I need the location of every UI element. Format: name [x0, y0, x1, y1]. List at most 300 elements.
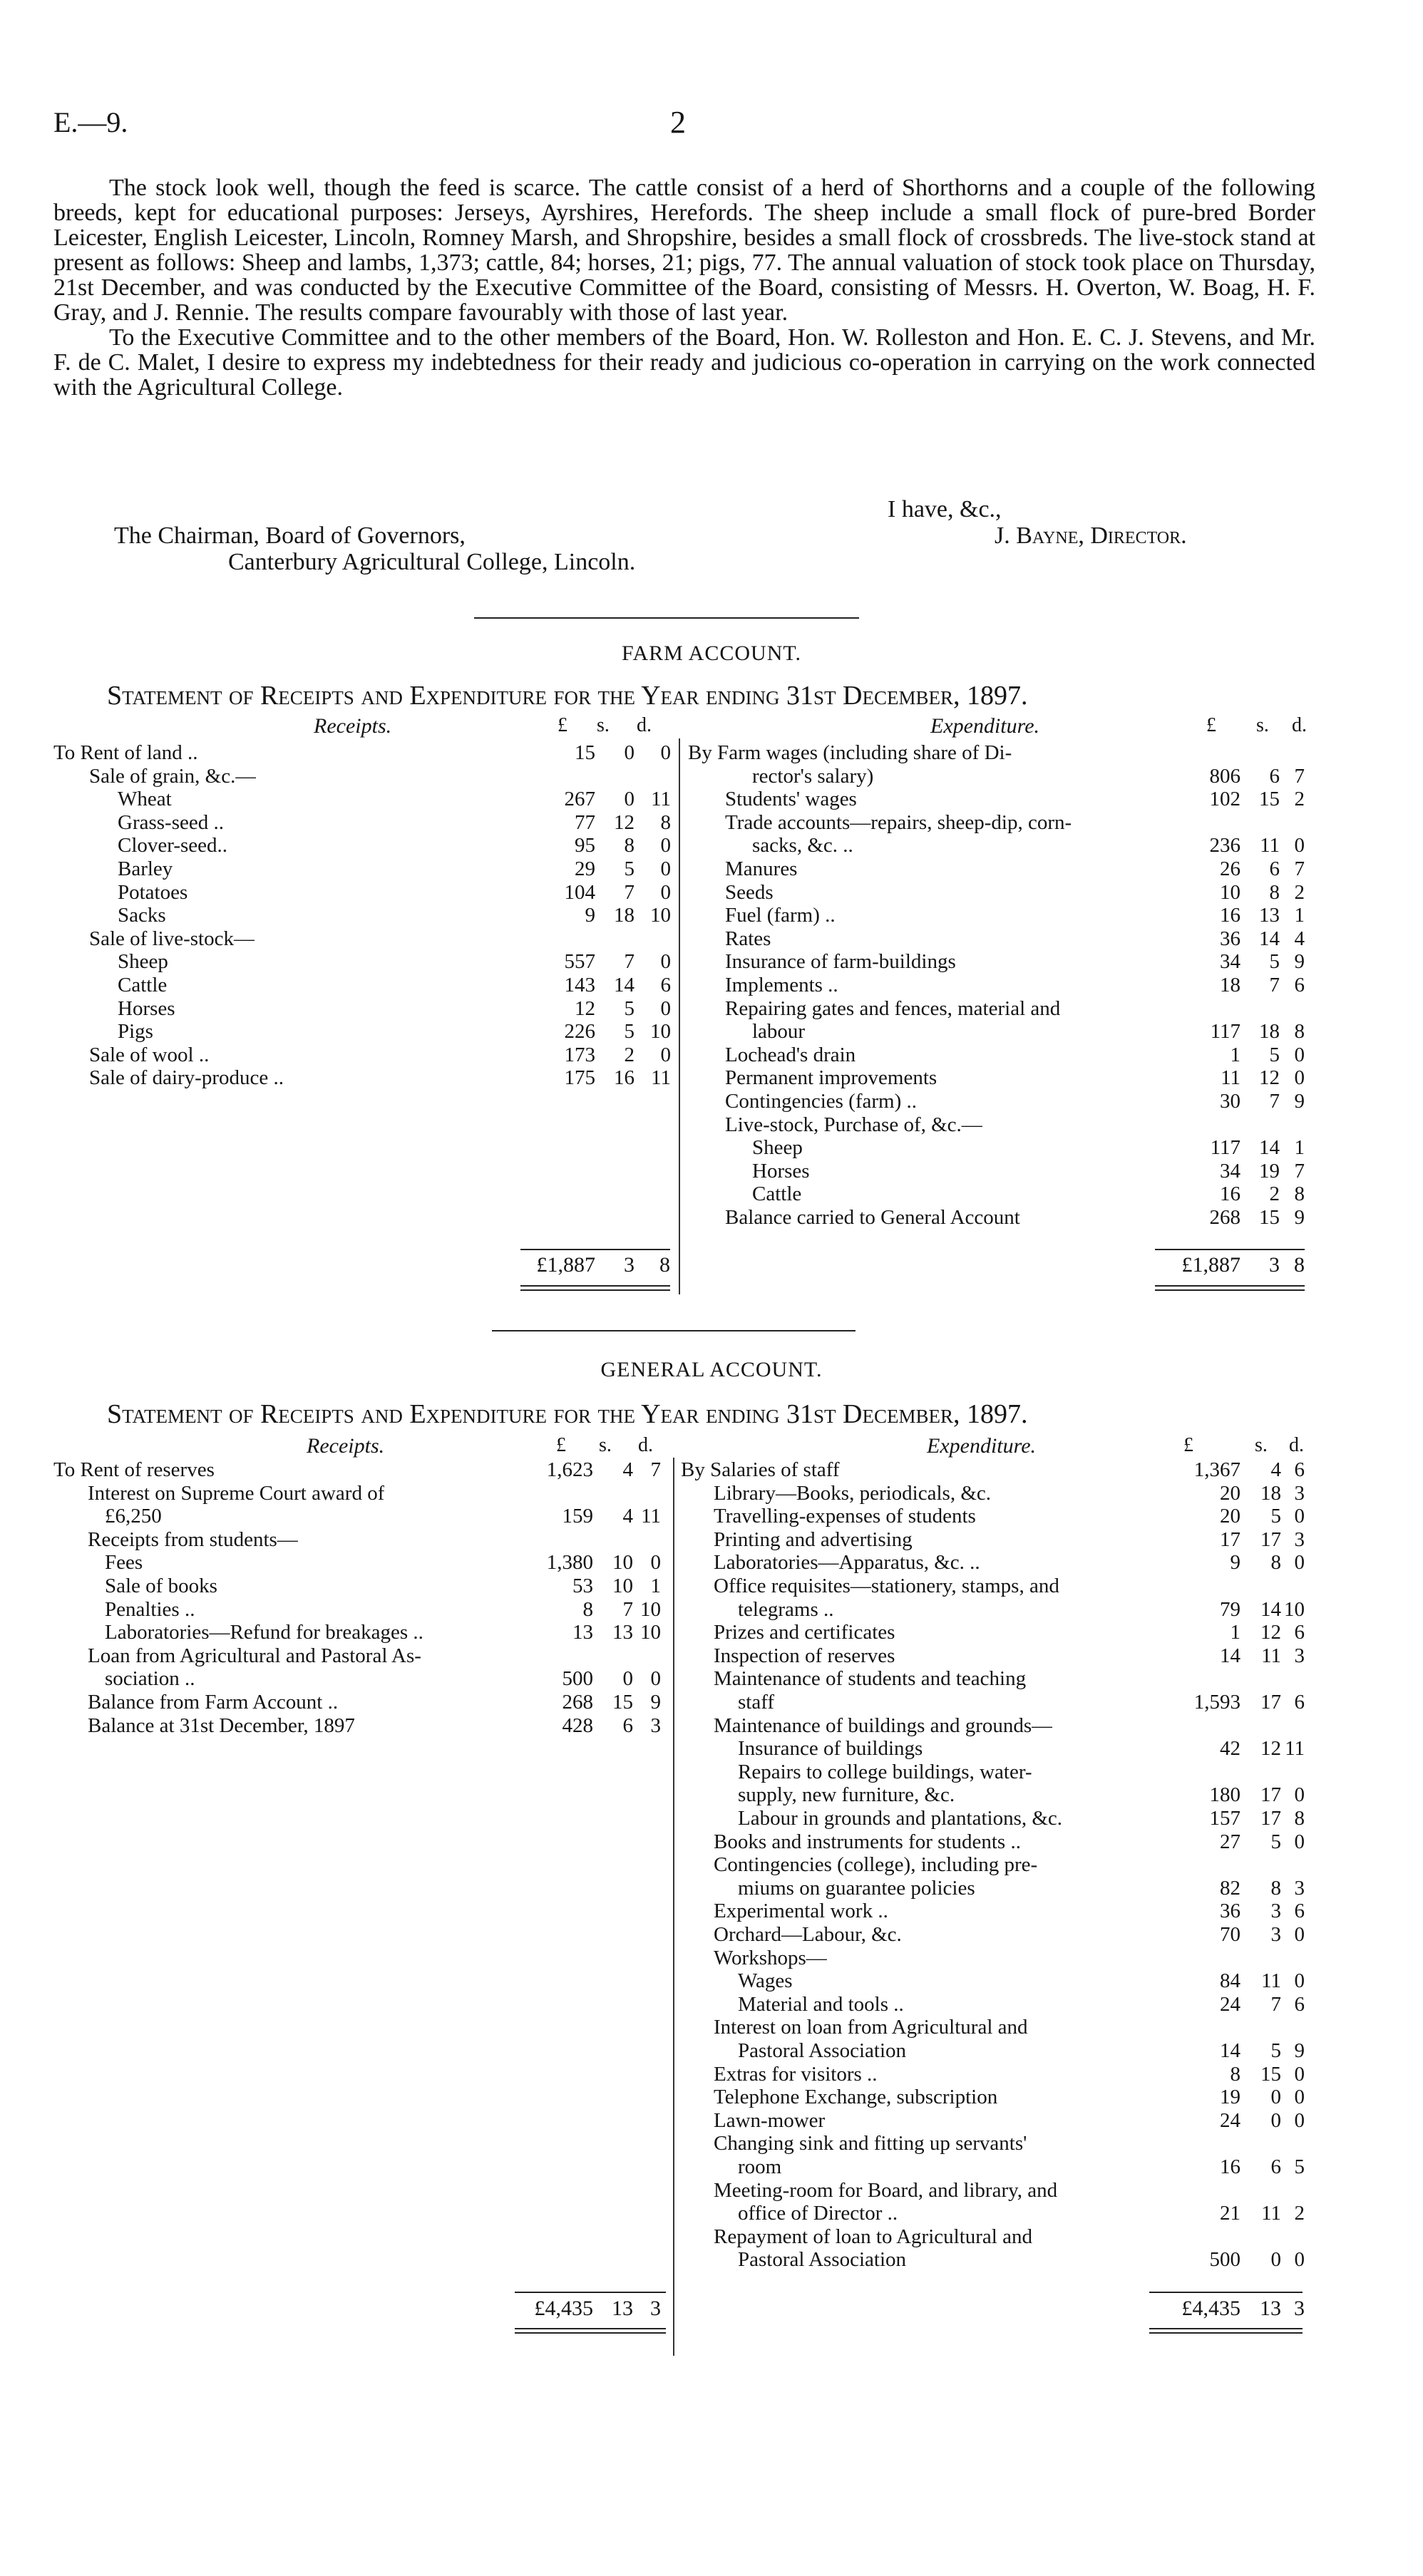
ledger-shillings: 16 — [614, 1066, 635, 1090]
ledger-row-label: To Rent of land .. — [53, 741, 198, 764]
farm-expenditure-total-double-rule — [1155, 1285, 1305, 1291]
general-expenditure-pence-head: d. — [1289, 1434, 1304, 1456]
farm-receipts-total-pence: 8 — [659, 1253, 670, 1277]
ledger-row — [0, 1551, 1423, 1575]
ledger-row — [0, 904, 1423, 927]
ledger-shillings: 8 — [624, 834, 635, 857]
ledger-row-label: Horses — [118, 996, 175, 1020]
ledger-row-label: Books and instruments for students .. — [714, 1830, 1021, 1853]
ledger-pence: 0 — [650, 1667, 661, 1691]
intro-paragraph-1: The stock look well, though the feed is scarce. The cattle consist of a herd of Shorthorns and a couple of the following breeds, kept for educational purposes: Jerseys, Ayrshires, Herefords. The sheep include a small flock of pure-bred Border Leicester, English Leicester, Lincoln, Romney Marsh, and Shropshire, besides a small flock of crossbreds. The live-stock stand at present as follows: Sheep and lambs, 1,373; cattle, 84; horses, 21; pigs, 77. The annual valuation of stock took place on Thursday, 21st December, and was conducted by the Executive Committee of the Board, consisting of Messrs. H. Overton, W. Boag, H. F. Gray, and J. Rennie. The results compare favourably with those of last year. — [53, 175, 1315, 326]
ledger-pence: 11 — [651, 1066, 671, 1090]
general-receipts-pence-head: d. — [638, 1434, 653, 1456]
ledger-shillings: 0 — [1270, 2086, 1281, 2109]
ledger-row — [0, 1877, 1423, 1900]
ledger-row — [0, 1458, 1423, 1482]
ledger-pence: 9 — [1294, 950, 1305, 974]
ledger-row — [0, 2155, 1423, 2179]
ledger-row — [0, 1528, 1423, 1552]
ledger-shillings: 14 — [614, 974, 635, 996]
ledger-pounds: 53 — [572, 1575, 593, 1597]
ledger-shillings: 19 — [1259, 1159, 1280, 1183]
ledger-row — [0, 1644, 1423, 1668]
ledger-shillings: 15 — [1259, 788, 1280, 811]
ledger-shillings: 13 — [1259, 904, 1280, 927]
ledger-row-label: Interest on loan from Agricultural and — [714, 2016, 1028, 2039]
ledger-pounds: 16 — [1220, 904, 1240, 927]
ledger-pence: 0 — [1294, 1783, 1305, 1807]
ledger-pounds: 236 — [1209, 834, 1240, 857]
ledger-row-label: Sacks — [118, 904, 166, 927]
ledger-shillings: 15 — [1259, 1206, 1280, 1229]
ledger-shillings: 18 — [1260, 1481, 1281, 1505]
ledger-row — [0, 950, 1423, 974]
ledger-row — [0, 1969, 1423, 1993]
ledger-shillings: 17 — [1260, 1691, 1281, 1714]
general-receipts-total-pence: 3 — [650, 2297, 661, 2320]
ledger-pounds: 1,623 — [546, 1458, 593, 1481]
ledger-row-label: Labour in grounds and plantations, &c. — [738, 1807, 1063, 1830]
letter-institution: Canterbury Agricultural College, Lincoln. — [228, 549, 636, 575]
ledger-row — [0, 1761, 1423, 1784]
ledger-row-label: Fuel (farm) .. — [725, 904, 836, 927]
ledger-row — [0, 834, 1423, 857]
section-divider — [492, 1330, 856, 1331]
ledger-shillings: 12 — [1260, 1621, 1281, 1644]
ledger-pounds: 36 — [1220, 1900, 1240, 1923]
general-receipts-total-pounds: £4,435 — [534, 2297, 593, 2320]
farm-receipts-total-rule — [520, 1249, 670, 1250]
farm-receipts-shillings-head: s. — [597, 714, 610, 736]
general-expenditure-total-rule — [1149, 2292, 1303, 2293]
farm-receipts-total-pounds: £1,887 — [536, 1253, 595, 1277]
ledger-row-label: To Rent of reserves — [53, 1458, 215, 1481]
ledger-shillings: 0 — [622, 1667, 633, 1691]
ledger-shillings: 15 — [612, 1691, 633, 1714]
ledger-shillings: 7 — [622, 1597, 633, 1621]
ledger-row-label: Material and tools .. — [738, 1992, 904, 2016]
ledger-row — [0, 2132, 1423, 2155]
ledger-pence: 3 — [1294, 1876, 1305, 1900]
ledger-row-label: Wages — [738, 1969, 793, 1993]
ledger-shillings: 0 — [1270, 2248, 1281, 2272]
letter-signer: J. Bayne, Director. — [995, 522, 1187, 549]
ledger-pence: 6 — [1294, 1992, 1305, 2016]
ledger-row — [0, 1575, 1423, 1598]
ledger-row — [0, 1206, 1423, 1230]
ledger-pounds: 10 — [1220, 880, 1240, 904]
general-receipts-heading: Receipts. — [307, 1434, 385, 1458]
ledger-row-label: Receipts from students— — [88, 1527, 298, 1551]
farm-expenditure-pounds-head: £ — [1206, 714, 1216, 736]
ledger-row-label: Laboratories—Apparatus, &c. .. — [714, 1551, 980, 1575]
ledger-row — [0, 1807, 1423, 1830]
ledger-shillings: 10 — [612, 1551, 633, 1575]
ledger-shillings: 2 — [1269, 1183, 1280, 1206]
ledger-row-label: Lochead's drain — [725, 1043, 856, 1066]
ledger-shillings: 11 — [1261, 1969, 1281, 1993]
ledger-row — [0, 1113, 1423, 1137]
ledger-row-label: Sale of dairy-produce .. — [89, 1066, 284, 1090]
ledger-pounds: 82 — [1220, 1876, 1240, 1900]
ledger-row — [0, 857, 1423, 881]
letter-addressee: The Chairman, Board of Governors, — [114, 522, 466, 549]
ledger-row-label: room — [738, 2155, 782, 2178]
ledger-row-label: Pastoral Association — [738, 2039, 907, 2062]
ledger-row-label: By Farm wages (including share of Di- — [688, 741, 1012, 764]
ledger-shillings: 12 — [1260, 1737, 1281, 1761]
section-divider — [474, 617, 859, 619]
ledger-row — [0, 1066, 1423, 1090]
ledger-shillings: 11 — [1261, 1644, 1281, 1667]
ledger-pounds: 143 — [564, 974, 595, 996]
farm-account-title: FARM ACCOUNT. — [622, 642, 801, 665]
general-expenditure-shillings-head: s. — [1255, 1434, 1268, 1456]
letter-closing: I have, &c., — [888, 496, 1002, 522]
ledger-row-label: Changing sink and fitting up servants' — [714, 2132, 1027, 2155]
ledger-row-label: Wheat — [118, 788, 172, 811]
ledger-row — [0, 1044, 1423, 1067]
ledger-row-label: Meeting-room for Board, and library, and — [714, 2178, 1058, 2202]
ledger-pounds: 79 — [1220, 1597, 1240, 1621]
ledger-pounds: 18 — [1220, 974, 1240, 996]
ledger-row-label: Barley — [118, 857, 173, 880]
ledger-row-label: Cattle — [118, 974, 168, 996]
ledger-row-label: Penalties .. — [105, 1597, 195, 1621]
ledger-pounds: 268 — [562, 1691, 593, 1714]
farm-expenditure-heading: Expenditure. — [930, 714, 1040, 738]
ledger-pounds: 159 — [562, 1505, 593, 1528]
ledger-shillings: 7 — [624, 950, 635, 974]
ledger-pounds: 24 — [1220, 2108, 1240, 2132]
ledger-shillings: 18 — [1259, 1020, 1280, 1044]
ledger-pence: 0 — [1294, 1505, 1305, 1528]
ledger-row — [0, 1830, 1423, 1854]
ledger-shillings: 8 — [1270, 1876, 1281, 1900]
ledger-row — [0, 881, 1423, 905]
ledger-pence: 6 — [1294, 1691, 1305, 1714]
ledger-shillings: 2 — [624, 1043, 635, 1066]
ledger-row-label: Inspection of reserves — [714, 1644, 895, 1667]
ledger-pence: 4 — [1294, 927, 1305, 950]
ledger-pounds: 8 — [582, 1597, 593, 1621]
ledger-row-label: Permanent improvements — [725, 1066, 937, 1090]
ledger-shillings: 13 — [612, 1621, 633, 1644]
farm-receipts-heading: Receipts. — [314, 714, 392, 738]
ledger-shillings: 17 — [1260, 1807, 1281, 1830]
ledger-row — [0, 927, 1423, 951]
ledger-pounds: 77 — [575, 810, 595, 834]
ledger-pounds: 19 — [1220, 2086, 1240, 2109]
document-reference: E.—9. — [53, 106, 128, 138]
ledger-shillings: 12 — [614, 810, 635, 834]
ledger-pounds: 173 — [564, 1043, 595, 1066]
general-expenditure-total — [0, 2297, 1423, 2321]
ledger-shillings: 17 — [1260, 1783, 1281, 1807]
general-expenditure-total-pounds: £4,435 — [1181, 2297, 1240, 2320]
ledger-pence: 2 — [1294, 880, 1305, 904]
ledger-row — [0, 811, 1423, 835]
ledger-pence: 7 — [1294, 1159, 1305, 1183]
ledger-row-label: telegrams .. — [738, 1597, 834, 1621]
ledger-pounds: 104 — [564, 880, 595, 904]
farm-receipts-total-shillings: 3 — [624, 1253, 635, 1277]
ledger-row-label: Orchard—Labour, &c. — [714, 1923, 902, 1946]
ledger-pounds: 11 — [1221, 1066, 1240, 1090]
ledger-row-label: Sale of grain, &c.— — [89, 764, 257, 788]
farm-expenditure-total-pounds: £1,887 — [1181, 1253, 1240, 1277]
ledger-pounds: 500 — [1209, 2248, 1240, 2272]
ledger-row — [0, 1482, 1423, 1505]
ledger-shillings: 8 — [1269, 880, 1280, 904]
ledger-pounds: 84 — [1220, 1969, 1240, 1993]
ledger-row-label: Maintenance of buildings and grounds— — [714, 1714, 1053, 1737]
ledger-pounds: 30 — [1220, 1090, 1240, 1113]
ledger-row-label: Contingencies (farm) .. — [725, 1090, 917, 1113]
ledger-pence: 3 — [1294, 1527, 1305, 1551]
ledger-row — [0, 2039, 1423, 2063]
ledger-pounds: 9 — [585, 904, 595, 927]
ledger-pounds: 428 — [562, 1714, 593, 1737]
ledger-pounds: 180 — [1209, 1783, 1240, 1807]
ledger-pounds: 117 — [1210, 1020, 1240, 1044]
ledger-row — [0, 1160, 1423, 1183]
ledger-row-label: Balance at 31st December, 1897 — [88, 1714, 355, 1737]
ledger-pence: 10 — [1284, 1597, 1305, 1621]
ledger-pounds: 36 — [1220, 927, 1240, 950]
ledger-pence: 10 — [650, 904, 671, 927]
ledger-row-label: Maintenance of students and teaching — [714, 1667, 1027, 1691]
farm-expenditure-pence-head: d. — [1292, 714, 1307, 736]
ledger-row — [0, 2248, 1423, 2272]
ledger-pence: 8 — [1294, 1807, 1305, 1830]
ledger-row-label: Office requisites—stationery, stamps, and — [714, 1575, 1059, 1597]
ledger-row-label: Sale of wool .. — [89, 1043, 210, 1066]
ledger-shillings: 0 — [624, 788, 635, 811]
ledger-pence: 0 — [1294, 1043, 1305, 1066]
ledger-row — [0, 1183, 1423, 1206]
ledger-pounds: 500 — [562, 1667, 593, 1691]
ledger-pounds: 29 — [575, 857, 595, 880]
ledger-pence: 11 — [641, 1505, 661, 1528]
ledger-row — [0, 997, 1423, 1021]
ledger-pounds: 26 — [1220, 857, 1240, 880]
ledger-row — [0, 1900, 1423, 1923]
ledger-row-label: Trade accounts—repairs, sheep-dip, corn- — [725, 810, 1072, 834]
ledger-row-label: Telephone Exchange, subscription — [714, 2086, 998, 2109]
ledger-row-label: Clover-seed.. — [118, 834, 228, 857]
ledger-pounds: 268 — [1209, 1206, 1240, 1229]
ledger-row — [0, 1923, 1423, 1947]
ledger-row — [0, 1714, 1423, 1738]
ledger-pounds: 21 — [1220, 2202, 1240, 2225]
ledger-row-label: supply, new furniture, &c. — [738, 1783, 955, 1807]
ledger-row-label: office of Director .. — [738, 2202, 898, 2225]
ledger-shillings: 4 — [1270, 1458, 1281, 1481]
ledger-row-label: Repairing gates and fences, material and — [725, 996, 1061, 1020]
ledger-pence: 6 — [1294, 1458, 1305, 1481]
ledger-pounds: 806 — [1209, 764, 1240, 788]
ledger-pence: 6 — [660, 974, 671, 996]
ledger-pounds: 102 — [1209, 788, 1240, 811]
ledger-pence: 0 — [660, 880, 671, 904]
ledger-pounds: 16 — [1220, 1183, 1240, 1206]
ledger-row-label: Lawn-mower — [714, 2108, 826, 2132]
ledger-row-label: Experimental work .. — [714, 1900, 888, 1923]
ledger-shillings: 6 — [622, 1714, 633, 1737]
ledger-pounds: 34 — [1220, 950, 1240, 974]
ledger-pounds: 1,380 — [546, 1551, 593, 1575]
ledger-pounds: 14 — [1220, 1644, 1240, 1667]
ledger-pence: 8 — [660, 810, 671, 834]
ledger-pence: 3 — [1294, 1481, 1305, 1505]
ledger-pence: 11 — [1285, 1737, 1305, 1761]
ledger-row — [0, 1691, 1423, 1714]
ledger-shillings: 5 — [1270, 2039, 1281, 2062]
ledger-shillings: 5 — [624, 857, 635, 880]
ledger-shillings: 6 — [1270, 2155, 1281, 2178]
ledger-pounds: 1 — [1230, 1621, 1240, 1644]
ledger-row-label: Sale of live-stock— — [89, 927, 255, 950]
ledger-row-label: Balance carried to General Account — [725, 1206, 1020, 1229]
ledger-pence: 0 — [1294, 1551, 1305, 1575]
ledger-row — [0, 2109, 1423, 2133]
ledger-pounds: 20 — [1220, 1505, 1240, 1528]
ledger-pounds: 16 — [1220, 2155, 1240, 2178]
farm-receipts-pounds-head: £ — [558, 714, 567, 736]
ledger-row-label: Repairs to college buildings, water- — [738, 1760, 1032, 1783]
ledger-shillings: 11 — [1260, 834, 1280, 857]
ledger-pence: 0 — [1294, 1066, 1305, 1090]
ledger-pounds: 24 — [1220, 1992, 1240, 2016]
ledger-pence: 0 — [1294, 2108, 1305, 2132]
ledger-row-label: Horses — [752, 1159, 810, 1183]
general-account-title: GENERAL ACCOUNT. — [600, 1358, 823, 1381]
ledger-row-label: Sheep — [752, 1136, 803, 1160]
ledger-pence: 0 — [660, 857, 671, 880]
ledger-pounds: 9 — [1230, 1551, 1240, 1575]
ledger-pence: 0 — [1294, 2248, 1305, 2272]
ledger-row-label: Manures — [725, 857, 798, 880]
ledger-pence: 9 — [1294, 1090, 1305, 1113]
ledger-pounds: 1 — [1230, 1043, 1240, 1066]
farm-expenditure-total-pence: 8 — [1294, 1253, 1305, 1277]
ledger-pence: 0 — [660, 996, 671, 1020]
ledger-shillings: 5 — [1269, 1043, 1280, 1066]
intro-text — [53, 175, 1315, 400]
farm-expenditure-total — [0, 1253, 1423, 1277]
ledger-pounds: 14 — [1220, 2039, 1240, 2062]
ledger-pence: 9 — [1294, 2039, 1305, 2062]
ledger-shillings: 5 — [624, 1020, 635, 1044]
ledger-shillings: 10 — [612, 1575, 633, 1597]
ledger-shillings: 0 — [624, 741, 635, 764]
ledger-row-label: sociation .. — [105, 1667, 195, 1691]
ledger-row-label: Workshops— — [714, 1946, 827, 1969]
ledger-row — [0, 2202, 1423, 2225]
ledger-pounds: 13 — [572, 1621, 593, 1644]
ledger-row-label: Insurance of buildings — [738, 1737, 923, 1761]
ledger-row-label: labour — [752, 1020, 806, 1044]
ledger-pence: 0 — [1294, 2086, 1305, 2109]
ledger-shillings: 14 — [1259, 1136, 1280, 1160]
ledger-row-label: Printing and advertising — [714, 1527, 913, 1551]
ledger-row — [0, 2063, 1423, 2086]
ledger-shillings: 3 — [1270, 1923, 1281, 1946]
ledger-pence: 6 — [1294, 974, 1305, 996]
ledger-shillings: 0 — [1270, 2108, 1281, 2132]
ledger-row-label: Sheep — [118, 950, 168, 974]
ledger-shillings: 15 — [1260, 2062, 1281, 2086]
ledger-row-label: Seeds — [725, 880, 774, 904]
general-receipts-total-double-rule — [515, 2328, 666, 2334]
farm-expenditure-total-rule — [1155, 1249, 1305, 1250]
ledger-pounds: 95 — [575, 834, 595, 857]
ledger-row-label: Interest on Supreme Court award of — [88, 1481, 385, 1505]
farm-receipts-pence-head: d. — [637, 714, 652, 736]
ledger-pence: 9 — [650, 1691, 661, 1714]
ledger-row-label: Prizes and certificates — [714, 1621, 895, 1644]
ledger-row — [0, 1598, 1423, 1622]
farm-account-statement: Statement of Receipts and Expenditure for the Year ending 31st December, 1897. — [107, 681, 1028, 711]
ledger-pence: 8 — [1294, 1020, 1305, 1044]
ledger-shillings: 4 — [622, 1505, 633, 1528]
ledger-pence: 0 — [660, 950, 671, 974]
ledger-row-label: Live-stock, Purchase of, &c.— — [725, 1113, 982, 1136]
ledger-row-label: Laboratories—Refund for breakages .. — [105, 1621, 423, 1644]
ledger-row-label: Extras for visitors .. — [714, 2062, 878, 2086]
ledger-pence: 0 — [1294, 834, 1305, 857]
ledger-row-label: Rates — [725, 927, 771, 950]
ledger-pence: 2 — [1294, 2202, 1305, 2225]
ledger-pounds: 34 — [1220, 1159, 1240, 1183]
ledger-row-label: Cattle — [752, 1183, 802, 1206]
general-receipts-total-shillings: 13 — [612, 2297, 633, 2320]
ledger-pounds: 17 — [1220, 1527, 1240, 1551]
ledger-pence: 1 — [650, 1575, 661, 1597]
ledger-row — [0, 1020, 1423, 1044]
ledger-pounds: 1,367 — [1193, 1458, 1240, 1481]
ledger-shillings: 5 — [624, 996, 635, 1020]
ledger-pence: 0 — [660, 1043, 671, 1066]
ledger-row-label: Students' wages — [725, 788, 857, 811]
ledger-pounds: 15 — [575, 741, 595, 764]
ledger-pence: 0 — [1294, 2062, 1305, 2086]
ledger-row — [0, 1667, 1423, 1691]
ledger-row — [0, 1621, 1423, 1644]
intro-paragraph-2: To the Executive Committee and to the other members of the Board, Hon. W. Rolleston and Hon. E. C. J. Stevens, and Mr. F. de C. Malet, I desire to express my indebtedness for their ready and judicious co-operation in carrying on the work connected with the Agricultural College. — [53, 324, 1315, 401]
ledger-row-label: rector's salary) — [752, 764, 874, 788]
ledger-pence: 7 — [1294, 764, 1305, 788]
ledger-pence: 9 — [1294, 1206, 1305, 1229]
ledger-pounds: 226 — [564, 1020, 595, 1044]
ledger-shillings: 11 — [1261, 2202, 1281, 2225]
ledger-row — [0, 1783, 1423, 1807]
ledger-row-label: Loan from Agricultural and Pastoral As- — [88, 1644, 421, 1667]
ledger-row — [0, 2016, 1423, 2039]
ledger-pence: 10 — [640, 1597, 661, 1621]
ledger-row-label: Balance from Farm Account .. — [88, 1691, 339, 1714]
general-expenditure-total-shillings: 13 — [1260, 2297, 1281, 2320]
ledger-pence: 3 — [650, 1714, 661, 1737]
ledger-row-label: Grass-seed .. — [118, 810, 224, 834]
general-expenditure-total-double-rule — [1149, 2328, 1303, 2334]
ledger-row — [0, 1993, 1423, 2016]
general-expenditure-heading: Expenditure. — [927, 1434, 1037, 1458]
ledger-pence: 8 — [1294, 1183, 1305, 1206]
ledger-shillings: 7 — [1270, 1992, 1281, 2016]
ledger-shillings: 7 — [1269, 974, 1280, 996]
